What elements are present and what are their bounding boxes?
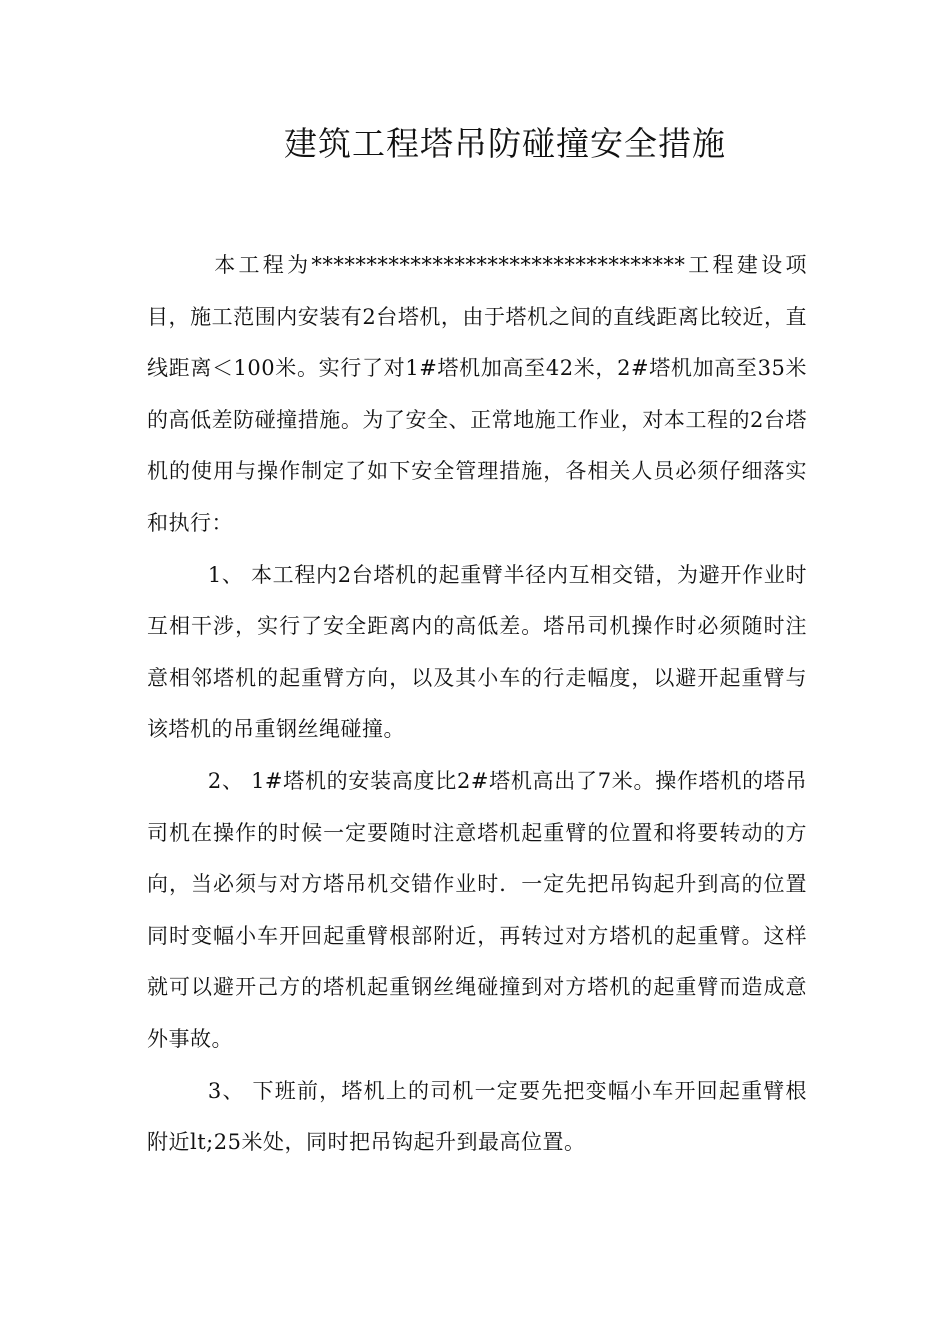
document-title: 建筑工程塔吊防碰撞安全措施 — [284, 124, 726, 163]
measure-paragraph-2: 2、 1#塔机的安装高度比2#塔机高出了7米。操作塔机的塔吊司机在操作的时候一定要随时注意塔机起重臂的位置和将要转动的方向，当必须与对方塔吊机交错作业时．一定先把吊钩起升到高的位置同时变幅小车开回起重臂根部附近，再转过对方塔机的起重臂。这样就可以避开己方的塔机起重钢丝绳碰撞到对方塔机的起重臂而造成意外事故。 — [147, 768, 807, 1051]
document-body — [147, 240, 807, 1169]
measure-paragraph-1: 1、 本工程内2台塔机的起重臂半径内互相交错，为避开作业时互相干涉，实行了安全距离内的高低差。塔吊司机操作时必须随时注意相邻塔机的起重臂方向，以及其小车的行走幅度，以避开起重臂与该塔机的吊重钢丝绳碰撞。 — [147, 562, 807, 742]
measure-paragraph-3: 3、 下班前，塔机上的司机一定要先把变幅小车开回起重臂根附近lt;25米处，同时把吊钩起升到最高位置。 — [147, 1078, 807, 1155]
intro-paragraph: 本工程为**********************************工程建设项目，施工范围内安装有2台塔机，由于塔机之间的直线距离比较近，直线距离＜100米。实行了对1#塔机加高至42米，2#塔机加高至35米的高低差防碰撞措施。为了安全、正常地施工作业，对本工程的2台塔机的使用与操作制定了如下安全管理措施，各相关人员必须仔细落实和执行： — [147, 253, 807, 535]
